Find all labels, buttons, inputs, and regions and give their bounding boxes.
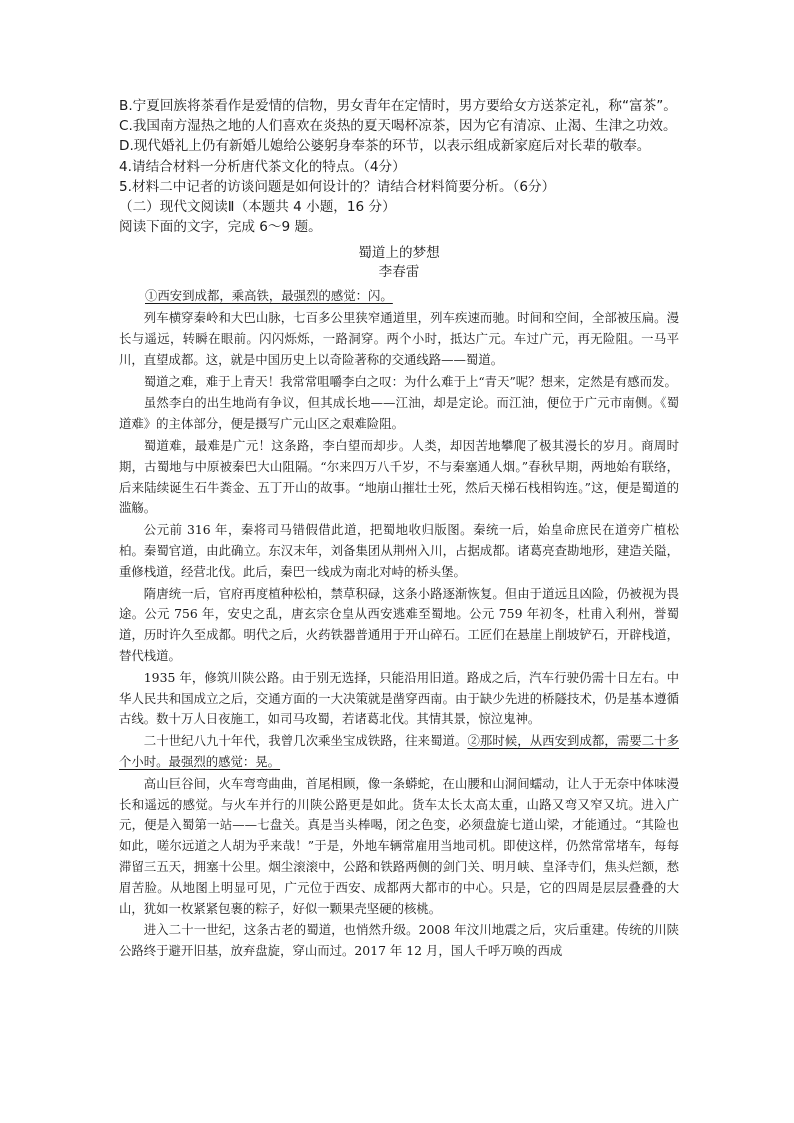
questions-block: [119, 96, 679, 237]
article-title: 蜀道上的梦想: [358, 245, 440, 262]
question-4: 4.请结合材料一分析唐代茶文化的特点。（4分）: [119, 158, 406, 175]
option-d: D.现代婚礼上仍有新婚儿媳给公婆躬身奉茶的环节，以表示组成新家庭后对长辈的敬奉。: [119, 138, 651, 155]
paragraph-4: 虽然李白的出生地尚有争议，但其成长地——江油，却是定论。而江油，便位于广元市南侧。《蜀道难》的主体部分，便是摄写广元山区之艰难险阻。: [119, 395, 679, 432]
underlined-sentence-2: ②那时候，从西安到成都，需要二十多个小时。最强烈的感觉：晃。: [119, 733, 680, 769]
article-body: [119, 286, 679, 962]
paragraph-1: [119, 286, 679, 307]
reading-instruction: 阅读下面的文字，完成 6～9 题。: [119, 219, 322, 236]
document-page: [119, 96, 679, 963]
underlined-sentence-1: ①西安到成都，乘高铁，最强烈的感觉：闪。: [145, 288, 393, 304]
paragraph-8: 1935 年，修筑川陕公路。由于别无选择，只能沿用旧道。路成之后，汽车行驶仍需十日左右。中华人民共和国成立之后，交通方面的一大决策就是凿穿西南。由于缺少先进的桥隧技术，仍是基本遵循古线。数十万人日夜施工，如司马攻蜀，若诸葛北伐。其情其景，惊泣鬼神。: [119, 669, 679, 727]
paragraph-9: [119, 731, 679, 773]
article-author: 李春雷: [378, 264, 420, 281]
paragraph-2: 列车横穿秦岭和大巴山脉，七百多公里狭窄通道里，列车疾速而驰。时间和空间，全部被压扁。漫长与遥远，转瞬在眼前。闪闪烁烁，一路洞穿。两个小时，抵达广元。车过广元，再无险阻。一马平川，直望成都。这，就是中国历史上以奇险著称的交通线路——蜀道。: [119, 310, 679, 367]
paragraph-9-text: 二十世纪八九十年代，我曾几次乘坐宝成铁路，往来蜀道。: [143, 733, 468, 749]
paragraph-7: 隋唐统一后，官府再度植种松柏，禁草积碌，这条小路逐渐恢复。但由于道远且凶险，仍被视为畏途。公元 756 年，安史之乱，唐玄宗仓皇从西安逃难至蜀地。公元 759 年初冬，杜甫入利州，誉蜀道，历时许久至成都。明代之后，火药铁器普通用于开山碎石。工匠们在悬崖上削坡铲石，开辟栈道，替代栈道。: [119, 585, 679, 663]
section-heading: （二）现代文阅读Ⅱ（本题共 4 小题，16 分）: [119, 199, 396, 216]
paragraph-6: 公元前 316 年，秦将司马错假借此道，把蜀地收归版图。秦统一后，始皇命庶民在道旁广植松柏。秦蜀官道，由此确立。东汉末年，刘备集团从荆州入川，占据成都。诸葛亮查勘地形，建造关隘，重修栈道，经营北伐。此后，秦巴一线成为南北对峙的桥头堡。: [119, 522, 679, 579]
paragraph-5: 蜀道难，最难是广元！这条路，李白望而却步。人类，却因苦地攀爬了极其漫长的岁月。商周时期，古蜀地与中原被秦巴大山阻隔。“尔来四万八千岁，不与秦塞通人烟。”春秋早期，两地始有联络，后来陆续诞生石牛粪金、五丁开山的故事。“地崩山摧壮士死，然后天梯石栈相钩连。”这，便是蜀道的滥觞。: [119, 438, 679, 516]
paragraph-3: 蜀道之难，难于上青天！我常常咀嚼李白之叹：为什么难于上“青天”呢？想来，定然是有感而发。: [143, 373, 677, 389]
paragraph-10: 高山巨谷间，火车弯弯曲曲，首尾相顾，像一条蟒蛇，在山腰和山洞间蠕动，让人于无奈中体味漫长和遥远的感觉。与火车并行的川陕公路更是如此。货车太长太高太重，山路又弯又窄又坑。进入广元，便是入蜀第一站——七盘关。真是当头棒喝，闭之色变，必须盘旋七道山梁，才能通过。“其险也如此，嗟尔远道之人胡为乎来哉！”于是，外地车辆常雇用当地司机。即使这样，仍然常常堵车，每每滞留三五天，拥塞十公里。烟尘滚滚中，公路和铁路两侧的剑门关、明月峡、皇泽寺们，焦头烂额，愁眉苦脸。从地图上明显可见，广元位于西安、成都两大都市的中心。只是，它的四周是层层叠叠的大山，犹如一枚紧紧包裹的粽子，好似一颗果壳坚硬的核桃。: [119, 775, 679, 916]
question-5: 5.材料二中记者的访谈问题是如何设计的？请结合材料简要分析。（6分）: [119, 178, 556, 195]
option-b: B.宁夏回族将茶看作是爱情的信物，男女青年在定情时，男方要给女方送茶定礼，称“富茶”。: [119, 98, 677, 114]
option-c: C.我国南方湿热之地的人们喜欢在炎热的夏天喝杯凉茶，因为它有清凉、止渴、生津之功效。: [119, 118, 677, 135]
paragraph-11: 进入二十一世纪，这条古老的蜀道，也悄然升级。2008 年汶川地震之后，灾后重建。传统的川陕公路终于避开旧基，放弃盘旋，穿山而过。2017 年 12 月，国人千呼万唤的西成: [119, 922, 679, 959]
